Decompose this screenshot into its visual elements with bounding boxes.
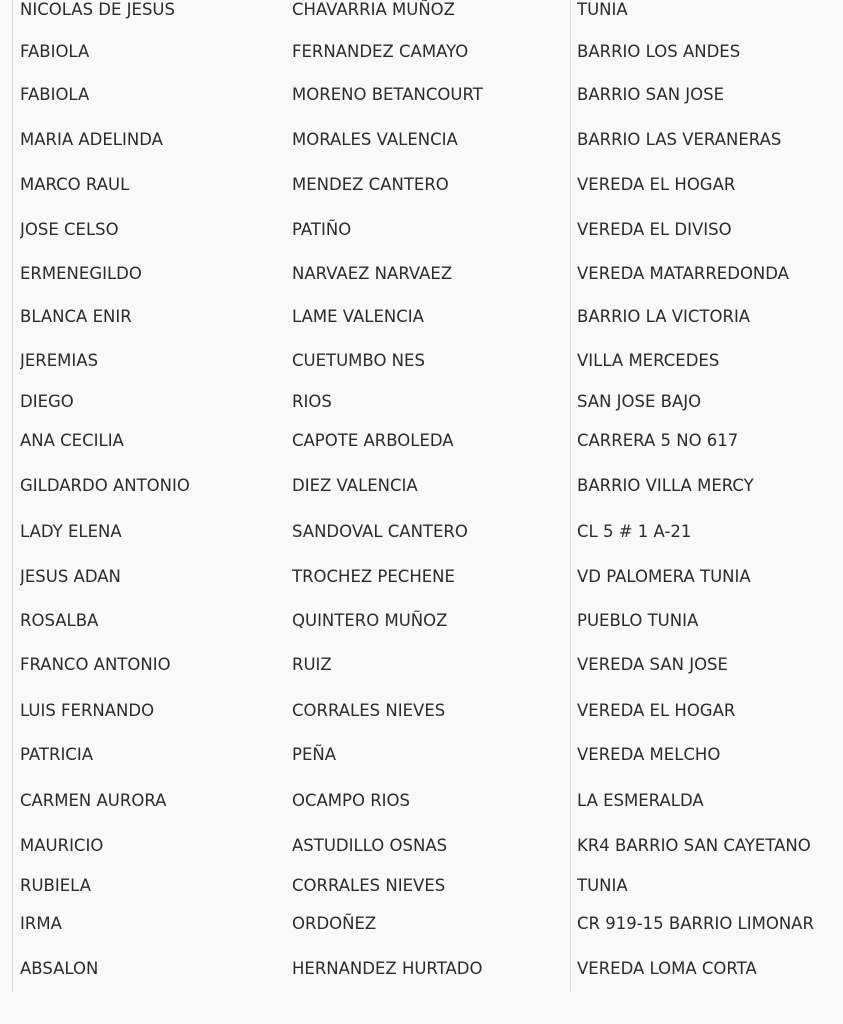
address-cell: VEREDA EL HOGAR	[577, 701, 736, 720]
last-name-cell: RIOS	[292, 392, 332, 411]
last-name-cell: DIEZ VALENCIA	[292, 476, 418, 495]
table-row	[0, 302, 843, 332]
first-name-cell: IRMA	[20, 914, 62, 933]
first-name-cell: ABSALON	[20, 959, 99, 978]
last-name-cell: CORRALES NIEVES	[292, 876, 446, 895]
table-row	[0, 80, 843, 110]
address-cell: LA ESMERALDA	[577, 791, 704, 810]
address-cell: BARRIO LAS VERANERAS	[577, 130, 782, 149]
first-name-cell: BLANCA ENIR	[20, 307, 132, 326]
table-row	[0, 606, 843, 636]
address-cell: VEREDA MATARREDONDA	[577, 264, 789, 283]
last-name-cell: LAME VALENCIA	[292, 307, 424, 326]
address-cell: TUNIA	[577, 0, 628, 19]
address-cell: BARRIO VILLA MERCY	[577, 476, 754, 495]
table-row	[0, 215, 843, 245]
table-row	[0, 909, 843, 939]
table-row	[0, 387, 843, 417]
last-name-cell: TROCHEZ PECHENE	[292, 567, 455, 586]
last-name-cell: CORRALES NIEVES	[292, 701, 446, 720]
first-name-cell: CARMEN AURORA	[20, 791, 167, 810]
first-name-cell: ROSALBA	[20, 611, 99, 630]
table-row	[0, 0, 843, 25]
first-name-cell: MARIA ADELINDA	[20, 130, 163, 149]
last-name-cell: NARVAEZ NARVAEZ	[292, 264, 453, 283]
last-name-cell: CAPOTE ARBOLEDA	[292, 431, 454, 450]
table-row	[0, 517, 843, 547]
first-name-cell: LADY ELENA	[20, 522, 122, 541]
first-name-cell: FABIOLA	[20, 42, 90, 61]
last-name-cell: HERNANDEZ HURTADO	[292, 959, 483, 978]
address-cell: VEREDA LOMA CORTA	[577, 959, 757, 978]
table-row	[0, 696, 843, 726]
first-name-cell: RUBIELA	[20, 876, 92, 895]
first-name-cell: ANA CECILIA	[20, 431, 124, 450]
address-cell: PUEBLO TUNIA	[577, 611, 699, 630]
first-name-cell: JEREMIAS	[20, 351, 99, 370]
table-row	[0, 37, 843, 67]
address-cell: KR4 BARRIO SAN CAYETANO	[577, 836, 811, 855]
first-name-cell: FRANCO ANTONIO	[20, 655, 171, 674]
address-cell: VEREDA MELCHO	[577, 745, 721, 764]
address-cell: TUNIA	[577, 876, 628, 895]
address-cell: VEREDA EL DIVISO	[577, 220, 732, 239]
last-name-cell: QUINTERO MUÑOZ	[292, 611, 448, 630]
first-name-cell: JOSE CELSO	[20, 220, 119, 239]
address-cell: VILLA MERCEDES	[577, 351, 720, 370]
last-name-cell: OCAMPO RIOS	[292, 791, 411, 810]
first-name-cell: FABIOLA	[20, 85, 90, 104]
first-name-cell: MAURICIO	[20, 836, 104, 855]
last-name-cell: FERNANDEZ CAMAYO	[292, 42, 469, 61]
first-name-cell: DIEGO	[20, 392, 74, 411]
last-name-cell: CUETUMBO NES	[292, 351, 425, 370]
table-row	[0, 170, 843, 200]
address-cell: BARRIO SAN JOSE	[577, 85, 725, 104]
address-cell: VD PALOMERA TUNIA	[577, 567, 751, 586]
table-row	[0, 426, 843, 456]
address-cell: CARRERA 5 NO 617	[577, 431, 739, 450]
address-cell: BARRIO LA VICTORIA	[577, 307, 751, 326]
last-name-cell: MORALES VALENCIA	[292, 130, 458, 149]
address-cell: CL 5 # 1 A-21	[577, 522, 692, 541]
first-name-cell: PATRICIA	[20, 745, 93, 764]
last-name-cell: PATIÑO	[292, 220, 352, 239]
table-row	[0, 346, 843, 376]
last-name-cell: SANDOVAL CANTERO	[292, 522, 468, 541]
last-name-cell: RUIZ	[292, 655, 332, 674]
table-row	[0, 786, 843, 816]
first-name-cell: NICOLAS DE JESUS	[20, 0, 175, 19]
first-name-cell: LUIS FERNANDO	[20, 701, 155, 720]
table-row	[0, 650, 843, 680]
last-name-cell: CHAVARRIA MUÑOZ	[292, 0, 455, 19]
table-row	[0, 562, 843, 592]
table-row	[0, 831, 843, 861]
last-name-cell: PEÑA	[292, 745, 337, 764]
address-cell: VEREDA SAN JOSE	[577, 655, 728, 674]
table-row	[0, 125, 843, 155]
table-row	[0, 871, 843, 901]
last-name-cell: MORENO BETANCOURT	[292, 85, 483, 104]
table-row	[0, 954, 843, 984]
address-cell: CR 919-15 BARRIO LIMONAR	[577, 914, 814, 933]
table-row	[0, 259, 843, 289]
first-name-cell: GILDARDO ANTONIO	[20, 476, 190, 495]
table-row	[0, 740, 843, 770]
address-cell: SAN JOSE BAJO	[577, 392, 702, 411]
table-row	[0, 471, 843, 501]
address-cell: VEREDA EL HOGAR	[577, 175, 736, 194]
last-name-cell: ORDOÑEZ	[292, 914, 377, 933]
first-name-cell: MARCO RAUL	[20, 175, 130, 194]
last-name-cell: MENDEZ CANTERO	[292, 175, 449, 194]
last-name-cell: ASTUDILLO OSNAS	[292, 836, 448, 855]
address-cell: BARRIO LOS ANDES	[577, 42, 741, 61]
first-name-cell: ERMENEGILDO	[20, 264, 142, 283]
first-name-cell: JESUS ADAN	[20, 567, 121, 586]
